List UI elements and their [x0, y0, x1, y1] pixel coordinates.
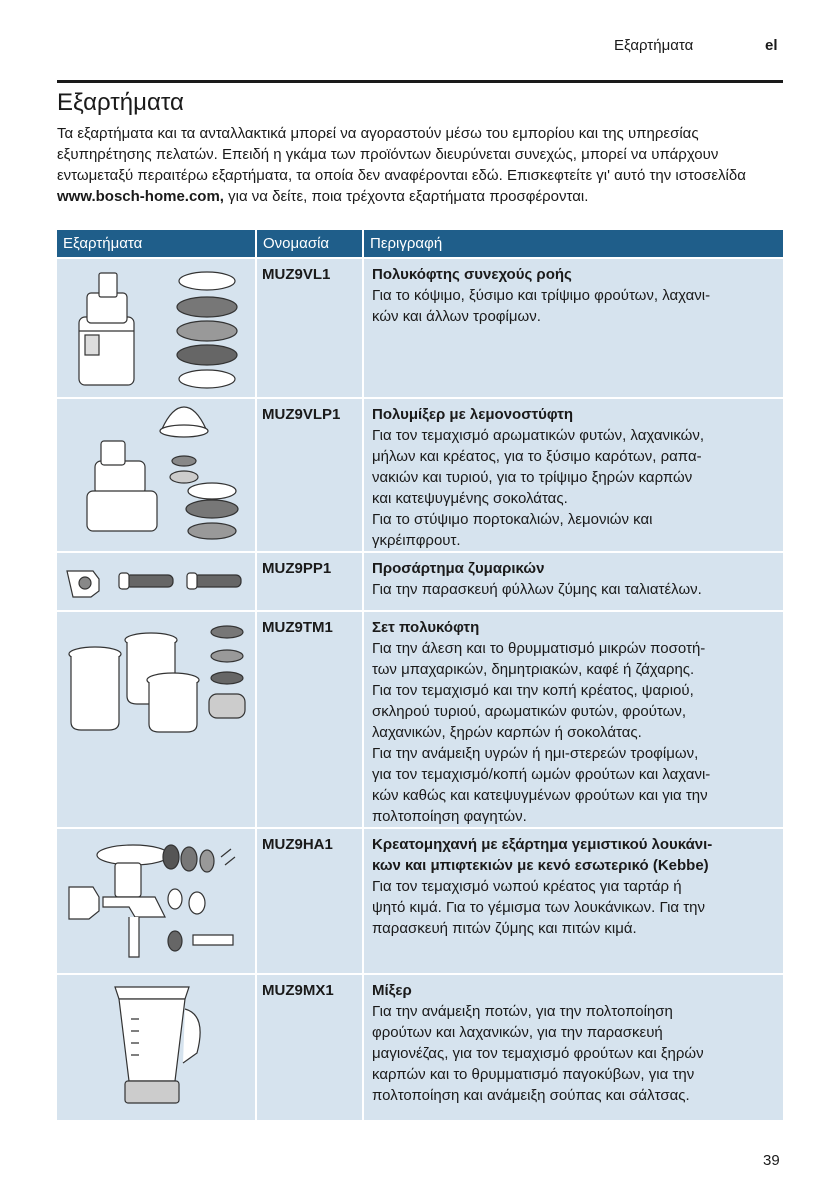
page-title: Εξαρτήματα	[57, 89, 184, 116]
description-line: Για την παρασκευή φύλλων ζύμης και ταλιατέλων.	[372, 581, 702, 598]
accessory-image-cell	[57, 398, 256, 552]
intro-text-end: για να δείτε, ποια τρέχοντα εξαρτήματα προσφέρονται.	[223, 188, 589, 205]
accessory-image-cell	[57, 552, 256, 611]
description-line: κών και άλλων τροφίμων.	[372, 308, 541, 325]
accessories-table	[57, 230, 783, 1120]
multimixer-juicer-illustration	[57, 399, 256, 549]
accessory-title: Προσάρτημα ζυμαρικών	[372, 560, 545, 577]
table-row	[57, 398, 783, 552]
description-line: λαχανικών, ξηρών καρπών ή σοκολάτας.	[372, 724, 642, 741]
model-code: MUZ9PP1	[256, 552, 363, 611]
multicutter-set-illustration	[57, 612, 256, 826]
table-row	[57, 974, 783, 1120]
description-cell	[363, 828, 783, 974]
running-header-section: Εξαρτήματα	[614, 37, 694, 54]
description-line: Για τον τεμαχισμό και την κοπή κρέατος, ψαριού,	[372, 682, 694, 699]
description-line: Για τον τεμαχισμό αρωματικών φυτών, λαχανικών,	[372, 427, 705, 444]
description-line: Για την ανάμειξη ποτών, για την πολτοποίηση	[372, 1003, 673, 1020]
table-row	[57, 552, 783, 611]
model-code: MUZ9VLP1	[256, 398, 363, 552]
description-line: νακιών και τυριού, για το τρίψιμο ξηρών καρπών	[372, 469, 693, 486]
description-line: σκληρού τυριού, αρωματικών φυτών, φρούτων,	[372, 703, 686, 720]
description-line: για τον τεμαχισμό/κοπή ωμών φρούτων και λαχανι-	[372, 766, 711, 783]
model-code: MUZ9TM1	[256, 611, 363, 828]
accessory-title-line: κων και μπιφτεκιών με κενό εσωτερικό (Kebbe)	[372, 857, 709, 874]
description-line: Για το κόψιμο, ξύσιμο και τρίψιμο φρούτων, λαχανι-	[372, 287, 711, 304]
table-header-row	[57, 230, 783, 258]
table-row	[57, 828, 783, 974]
model-code: MUZ9MX1	[256, 974, 363, 1120]
description-line: Για το στύψιμο πορτοκαλιών, λεμονιών και	[372, 511, 653, 528]
pasta-attachment-illustration	[57, 553, 256, 609]
description-line: ψητό κιμά. Για το γέμισμα των λουκάνικων. Για την	[372, 899, 706, 916]
description-cell	[363, 258, 783, 398]
accessory-title: Πολυκόφτης συνεχούς ροής	[372, 266, 572, 283]
description-line: των μπαχαρικών, δημητριακών, καφέ ή ζάχαρης.	[372, 661, 695, 678]
accessory-title-line: Κρεατομηχανή με εξάρτημα γεμιστικού λουκάνι-	[372, 836, 713, 853]
description-line: Για την ανάμειξη υγρών ή ημι-στερεών τροφίμων,	[372, 745, 699, 762]
description-line: πολτοποίηση και ανάμειξη σούπας και σάλτσας.	[372, 1087, 690, 1104]
description-line: κών καθώς και κατεψυγμένων φρούτων και για την	[372, 787, 708, 804]
description-line: καρπών και το θρυμματισμό παγοκύβων, για την	[372, 1066, 695, 1083]
description-line: πολτοποίηση φαγητών.	[372, 808, 527, 825]
continuous-shredder-illustration	[57, 259, 256, 397]
description-line: και κατεψυγμένης σοκολάτας.	[372, 490, 568, 507]
intro-paragraph	[57, 123, 783, 207]
description-line: Για την άλεση και το θρυμματισμό μικρών ποσοτή-	[372, 640, 706, 657]
model-code: MUZ9VL1	[256, 258, 363, 398]
description-line: παρασκευή πιτών ζύμης και πιτών κιμά.	[372, 920, 637, 937]
accessory-title: Πολυμίξερ με λεμονοστύφτη	[372, 406, 574, 423]
meat-grinder-illustration	[57, 829, 256, 972]
accessory-title: Μίξερ	[372, 982, 412, 999]
description-cell	[363, 552, 783, 611]
table-row	[57, 611, 783, 828]
page-number: 39	[763, 1152, 780, 1169]
accessory-image-cell	[57, 258, 256, 398]
accessory-title: Σετ πολυκόφτη	[372, 619, 480, 636]
table-row	[57, 258, 783, 398]
description-line: γκρέιπφρουτ.	[372, 532, 461, 549]
running-header-language: el	[765, 37, 778, 54]
accessory-image-cell	[57, 611, 256, 828]
description-cell	[363, 974, 783, 1120]
column-header-accessories: Εξαρτήματα	[57, 230, 256, 258]
description-line: μήλων και κρέατος, για το ξύσιμο καρότων, ραπα-	[372, 448, 702, 465]
description-cell	[363, 398, 783, 552]
model-code: MUZ9HA1	[256, 828, 363, 974]
header-divider	[57, 80, 783, 83]
description-line: Για τον τεμαχισμό νωπού κρέατος για ταρτάρ ή	[372, 878, 682, 895]
blender-illustration	[57, 975, 256, 1118]
accessory-image-cell	[57, 974, 256, 1120]
website-link[interactable]: www.bosch-home.com,	[57, 188, 224, 205]
column-header-name: Ονομασία	[256, 230, 363, 258]
intro-text: Τα εξαρτήματα και τα ανταλλακτικά μπορεί να αγοραστούν μέσω του εμπορίου και της υπηρεσίας εξυπηρέτησης πελατών. Επειδή η γκάμα των προϊόντων διευρύνεται συνεχώς, μπορεί να υπάρχουν εντωμεταξύ περαιτέρω εξαρτήματα, τα οποία δεν αναφέρονται εδώ. Επισκεφτείτε γι' αυτό την ιστοσελίδα	[57, 125, 746, 184]
accessory-image-cell	[57, 828, 256, 974]
description-cell	[363, 611, 783, 828]
column-header-description: Περιγραφή	[363, 230, 783, 258]
description-line: φρούτων και λαχανικών, για την παρασκευή	[372, 1024, 663, 1041]
description-line: μαγιονέζας, για τον τεμαχισμό φρούτων και ξηρών	[372, 1045, 704, 1062]
